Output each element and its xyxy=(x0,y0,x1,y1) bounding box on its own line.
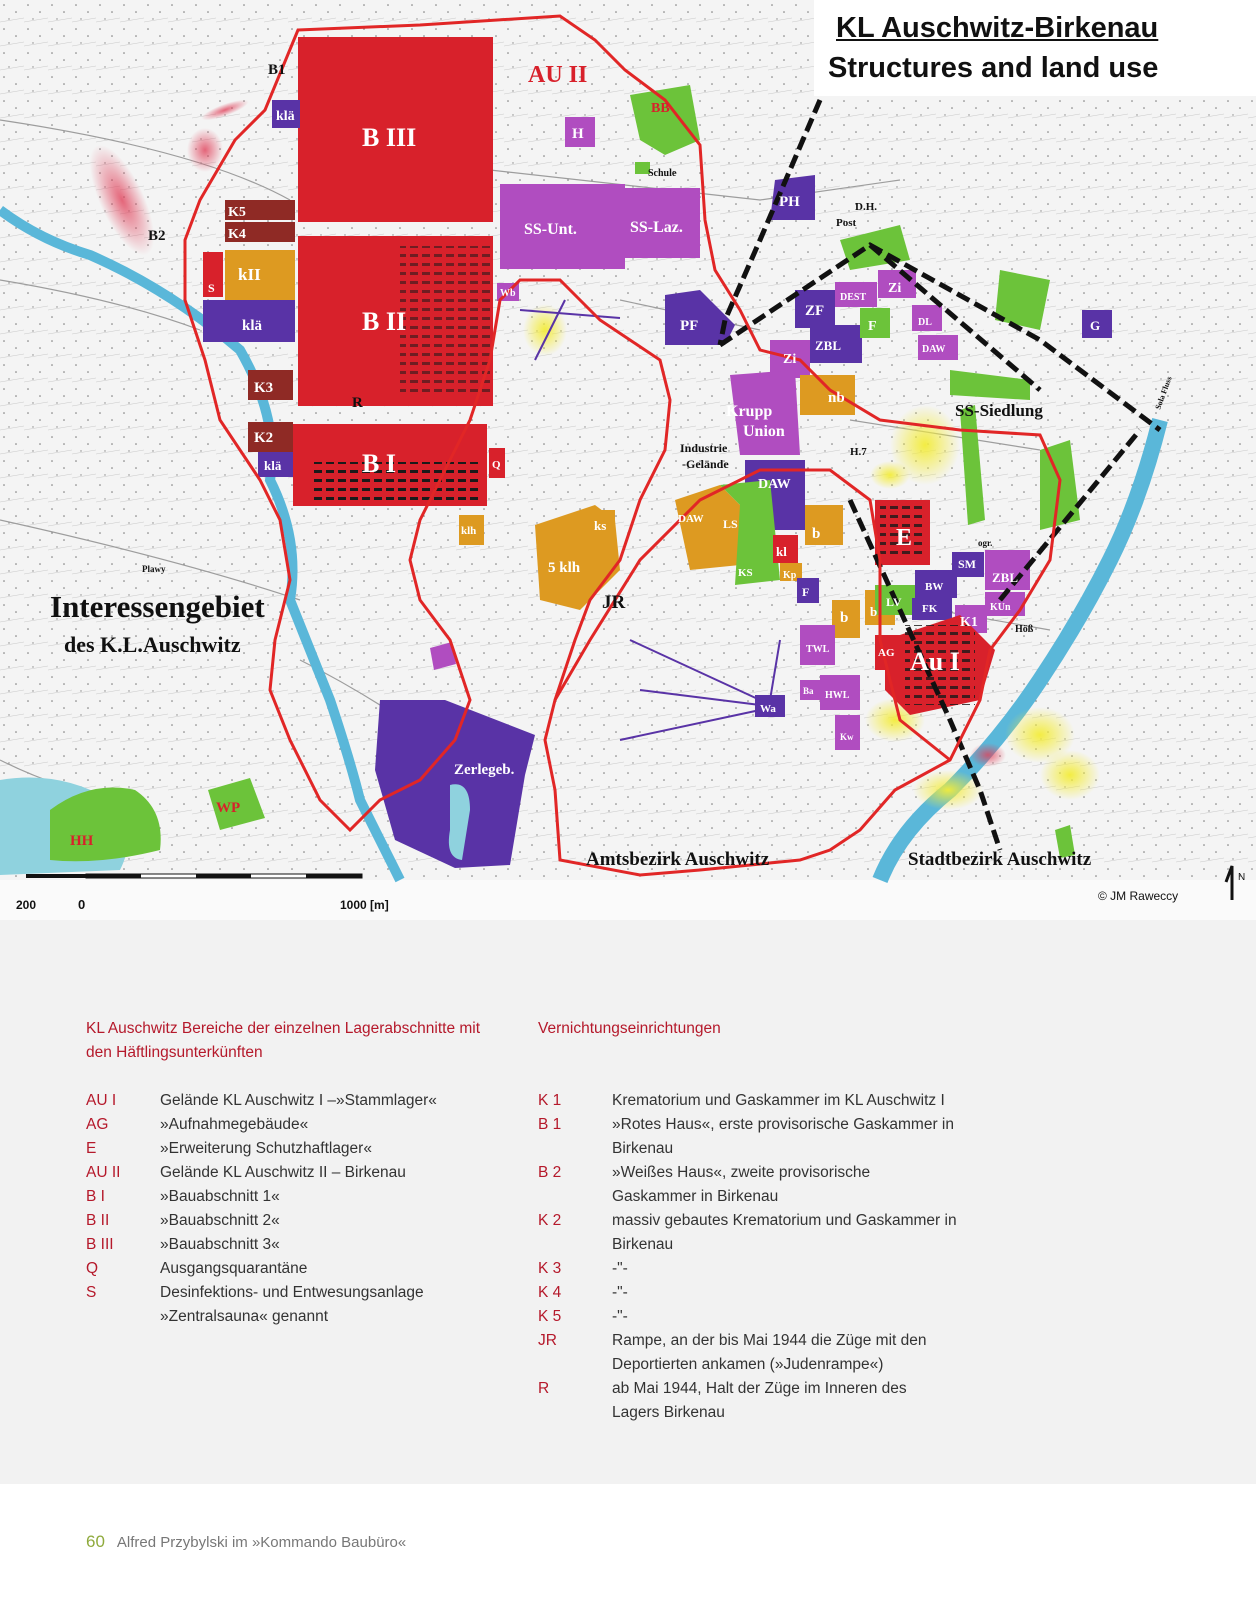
scale-zero: 0 xyxy=(78,897,86,912)
label-sm: SM xyxy=(958,557,976,571)
label-q: Q xyxy=(492,459,501,471)
label-ls: LS xyxy=(723,517,738,531)
label-wp: WP xyxy=(216,800,241,816)
label-kii: kII xyxy=(238,265,261,284)
label-klh: klh xyxy=(461,525,477,537)
label-daw2: DAW xyxy=(758,477,791,492)
label-union: Union xyxy=(743,423,785,440)
legend-description: Ausgangsquarantäne xyxy=(160,1260,308,1277)
legend-description: Desinfektions- und Entwesungsanlage »Zentralsauna« genannt xyxy=(160,1284,424,1325)
legend-entry xyxy=(86,1257,506,1281)
legend-heading-extermination: Vernichtungseinrichtungen xyxy=(538,1020,721,1037)
label-krupp: Krupp xyxy=(726,403,773,420)
legend-entry xyxy=(538,1089,958,1113)
label-interessengebiet-2: des K.L.Auschwitz xyxy=(64,632,241,657)
legend-entry xyxy=(538,1209,958,1257)
page-number: 60 xyxy=(86,1532,105,1551)
legend-entry xyxy=(538,1113,958,1161)
label-amtsbezirk: Amtsbezirk Auschwitz xyxy=(586,849,770,870)
legend-description: ab Mai 1944, Halt der Züge im Inneren des Lagers Birkenau xyxy=(612,1380,907,1421)
label-zf: ZF xyxy=(805,303,825,319)
label-kun: KUn xyxy=(990,602,1011,613)
label-pf: PF xyxy=(680,318,699,334)
label-h7: H.7 xyxy=(850,446,867,458)
legend-description: »Bauabschnitt 1« xyxy=(160,1188,280,1205)
legend-entry xyxy=(86,1185,506,1209)
page-footer xyxy=(86,1532,406,1552)
legend-code: JR xyxy=(538,1332,557,1349)
legend-description: »Bauabschnitt 2« xyxy=(160,1212,280,1229)
label-post: Post xyxy=(836,217,857,229)
copyright: © JM Raweccy xyxy=(1098,889,1179,903)
legend-entry xyxy=(86,1281,506,1329)
legend-description: Gelände KL Auschwitz II – Birkenau xyxy=(160,1164,406,1181)
legend-description: »Aufnahmegebäude« xyxy=(160,1116,309,1133)
legend-description: »Erweiterung Schutzhaftlager« xyxy=(160,1140,372,1157)
legend-code: AU II xyxy=(86,1164,121,1181)
label-schule: Schule xyxy=(648,168,677,179)
legend-description: massiv gebautes Krematorium und Gaskammer in Birkenau xyxy=(612,1212,957,1253)
legend-code: K 1 xyxy=(538,1092,562,1109)
label-k4: K4 xyxy=(228,227,246,242)
legend-entry xyxy=(86,1209,506,1233)
legend-description: -"- xyxy=(612,1260,628,1277)
label-kla2: klä xyxy=(242,318,263,334)
scale-left: 200 xyxy=(16,898,37,912)
legend-description: »Rotes Haus«, erste provisorische Gaskammer in Birkenau xyxy=(612,1116,954,1157)
label-k5: K5 xyxy=(228,205,246,220)
legend-entry xyxy=(538,1161,958,1209)
b-area-1 xyxy=(805,505,843,545)
legend-entry xyxy=(538,1281,958,1305)
legend-code: E xyxy=(86,1140,97,1157)
label-ss-siedlung: SS-Siedlung xyxy=(955,401,1043,420)
label-kla1: klä xyxy=(276,109,295,124)
label-daw1: DAW xyxy=(922,344,946,355)
legend-list-extermination xyxy=(538,1089,958,1425)
label-zbl2: ZBL xyxy=(992,570,1019,585)
label-f2: F xyxy=(802,585,810,599)
label-wa: Wa xyxy=(760,703,776,715)
label-zerlegeb: Zerlegeb. xyxy=(454,762,515,778)
legend-entry xyxy=(538,1377,958,1425)
north-label: N xyxy=(1238,872,1246,883)
legend-code: Q xyxy=(86,1260,99,1277)
label-zi1: Zi xyxy=(783,352,797,367)
label-kla3: klä xyxy=(264,458,282,473)
label-ba: Ba xyxy=(803,686,814,696)
disposal-area xyxy=(1040,750,1100,800)
label-ks2: ks xyxy=(594,518,607,533)
label-au2: AU II xyxy=(528,62,588,88)
label-zbl1: ZBL xyxy=(815,338,842,353)
label-five-klh: 5 klh xyxy=(548,560,581,576)
label-fk: FK xyxy=(922,603,938,615)
running-title: Alfred Przybylski im »Kommando Baubüro« xyxy=(116,1534,407,1551)
label-hoss: Höß xyxy=(1015,624,1034,635)
legend-entry xyxy=(86,1113,506,1137)
label-s: S xyxy=(208,281,215,295)
label-kp: Kp xyxy=(783,570,797,581)
label-ss-laz: SS-Laz. xyxy=(630,219,683,236)
legend-code: S xyxy=(86,1284,97,1301)
label-interessengebiet-1: Interessengebiet xyxy=(50,589,265,624)
label-kl: kl xyxy=(776,544,787,559)
legend-code: AG xyxy=(86,1116,109,1133)
label-ss-unt: SS-Unt. xyxy=(524,221,577,238)
label-bl: B1 xyxy=(268,62,286,78)
label-bz: B2 xyxy=(148,228,166,244)
legend-description: Gelände KL Auschwitz I –»Stammlager« xyxy=(160,1092,437,1109)
label-industrie-2: -Gelände xyxy=(682,457,729,471)
label-b-small1: b xyxy=(812,526,821,542)
label-ag: AG xyxy=(878,647,895,659)
label-dest: DEST xyxy=(840,292,867,303)
label-plawy: Plawy xyxy=(142,564,166,574)
legend-entry xyxy=(86,1089,506,1113)
legend-description: »Bauabschnitt 3« xyxy=(160,1236,280,1253)
label-kw: Kw xyxy=(840,732,854,742)
label-ogr: ogr. xyxy=(978,538,993,548)
label-sola: Sola Fluss xyxy=(1153,375,1174,411)
label-wb: Wb xyxy=(500,288,516,299)
label-b-small3: b xyxy=(870,604,878,619)
b1-pit xyxy=(187,128,223,172)
map-subtitle: Structures and land use xyxy=(828,52,1159,84)
label-e: E xyxy=(896,525,913,551)
legend-code: B II xyxy=(86,1212,110,1229)
legend-code: B I xyxy=(86,1188,105,1205)
label-b2: B II xyxy=(362,307,407,336)
label-dh: D.H. xyxy=(855,201,877,213)
label-bb: BB xyxy=(651,101,670,116)
label-zi2: Zi xyxy=(888,281,902,296)
label-g: G xyxy=(1090,318,1101,333)
label-r: R xyxy=(352,395,363,411)
label-au1: Au I xyxy=(910,647,960,676)
label-f1: F xyxy=(868,319,877,334)
legend-entry xyxy=(538,1329,958,1377)
legend-description: Rampe, an der bis Mai 1944 die Züge mit den Deportierten ankamen (»Judenrampe«) xyxy=(612,1332,927,1373)
label-h: H xyxy=(572,126,584,142)
legend-description: »Weißes Haus«, zweite provisorische Gaskammer in Birkenau xyxy=(612,1164,871,1205)
label-k1: K1 xyxy=(960,615,978,630)
label-nb: nb xyxy=(828,390,845,406)
disposal-area xyxy=(870,461,910,489)
label-industrie-1: Industrie xyxy=(680,441,728,455)
label-lv: LV xyxy=(886,595,902,609)
label-b1: B I xyxy=(362,449,396,478)
label-k2: K2 xyxy=(254,430,274,446)
legend-code: AU I xyxy=(86,1092,117,1109)
label-daw3: DAW xyxy=(678,513,704,525)
legend-code: B 1 xyxy=(538,1116,562,1133)
label-twl: TWL xyxy=(806,644,830,655)
scale-right: 1000 [m] xyxy=(340,898,389,912)
legend-entry xyxy=(86,1137,506,1161)
b2-barracks xyxy=(400,246,490,396)
legend-code: K 2 xyxy=(538,1212,562,1229)
pit-east xyxy=(970,743,1006,767)
legend-description: -"- xyxy=(612,1308,628,1325)
label-hwl: HWL xyxy=(825,690,850,701)
legend-code: B III xyxy=(86,1236,114,1253)
label-bw: BW xyxy=(925,581,944,593)
label-stadtbezirk: Stadtbezirk Auschwitz xyxy=(908,849,1092,870)
legend-entry xyxy=(538,1257,958,1281)
legend-code: K 3 xyxy=(538,1260,562,1277)
label-ph: PH xyxy=(779,194,800,210)
legend-column-camps xyxy=(86,1017,506,1329)
legend-description: Krematorium und Gaskammer im KL Auschwitz I xyxy=(612,1092,945,1109)
legend-code: R xyxy=(538,1380,550,1397)
legend-list-camps xyxy=(86,1089,506,1329)
legend-entry xyxy=(538,1305,958,1329)
legend-entry xyxy=(86,1161,506,1185)
legend-code: K 4 xyxy=(538,1284,562,1301)
label-hh: HH xyxy=(70,833,94,849)
legend-code: B 2 xyxy=(538,1164,562,1181)
label-b3: B III xyxy=(362,123,417,152)
legend-heading-camps: KL Auschwitz Bereiche der einzelnen Lagerabschnitte mit den Häftlingsunterkünften xyxy=(86,1020,481,1061)
legend-description: -"- xyxy=(612,1284,628,1301)
label-jr: JR xyxy=(602,592,626,613)
legend-code: K 5 xyxy=(538,1308,562,1325)
label-k3: K3 xyxy=(254,380,274,396)
legend-column-extermination xyxy=(538,1017,958,1425)
legend-entry xyxy=(86,1233,506,1257)
label-b-small2: b xyxy=(840,610,849,626)
label-dl: DL xyxy=(918,317,932,328)
map-title: KL Auschwitz-Birkenau xyxy=(836,12,1159,44)
label-ks1: KS xyxy=(738,567,753,579)
